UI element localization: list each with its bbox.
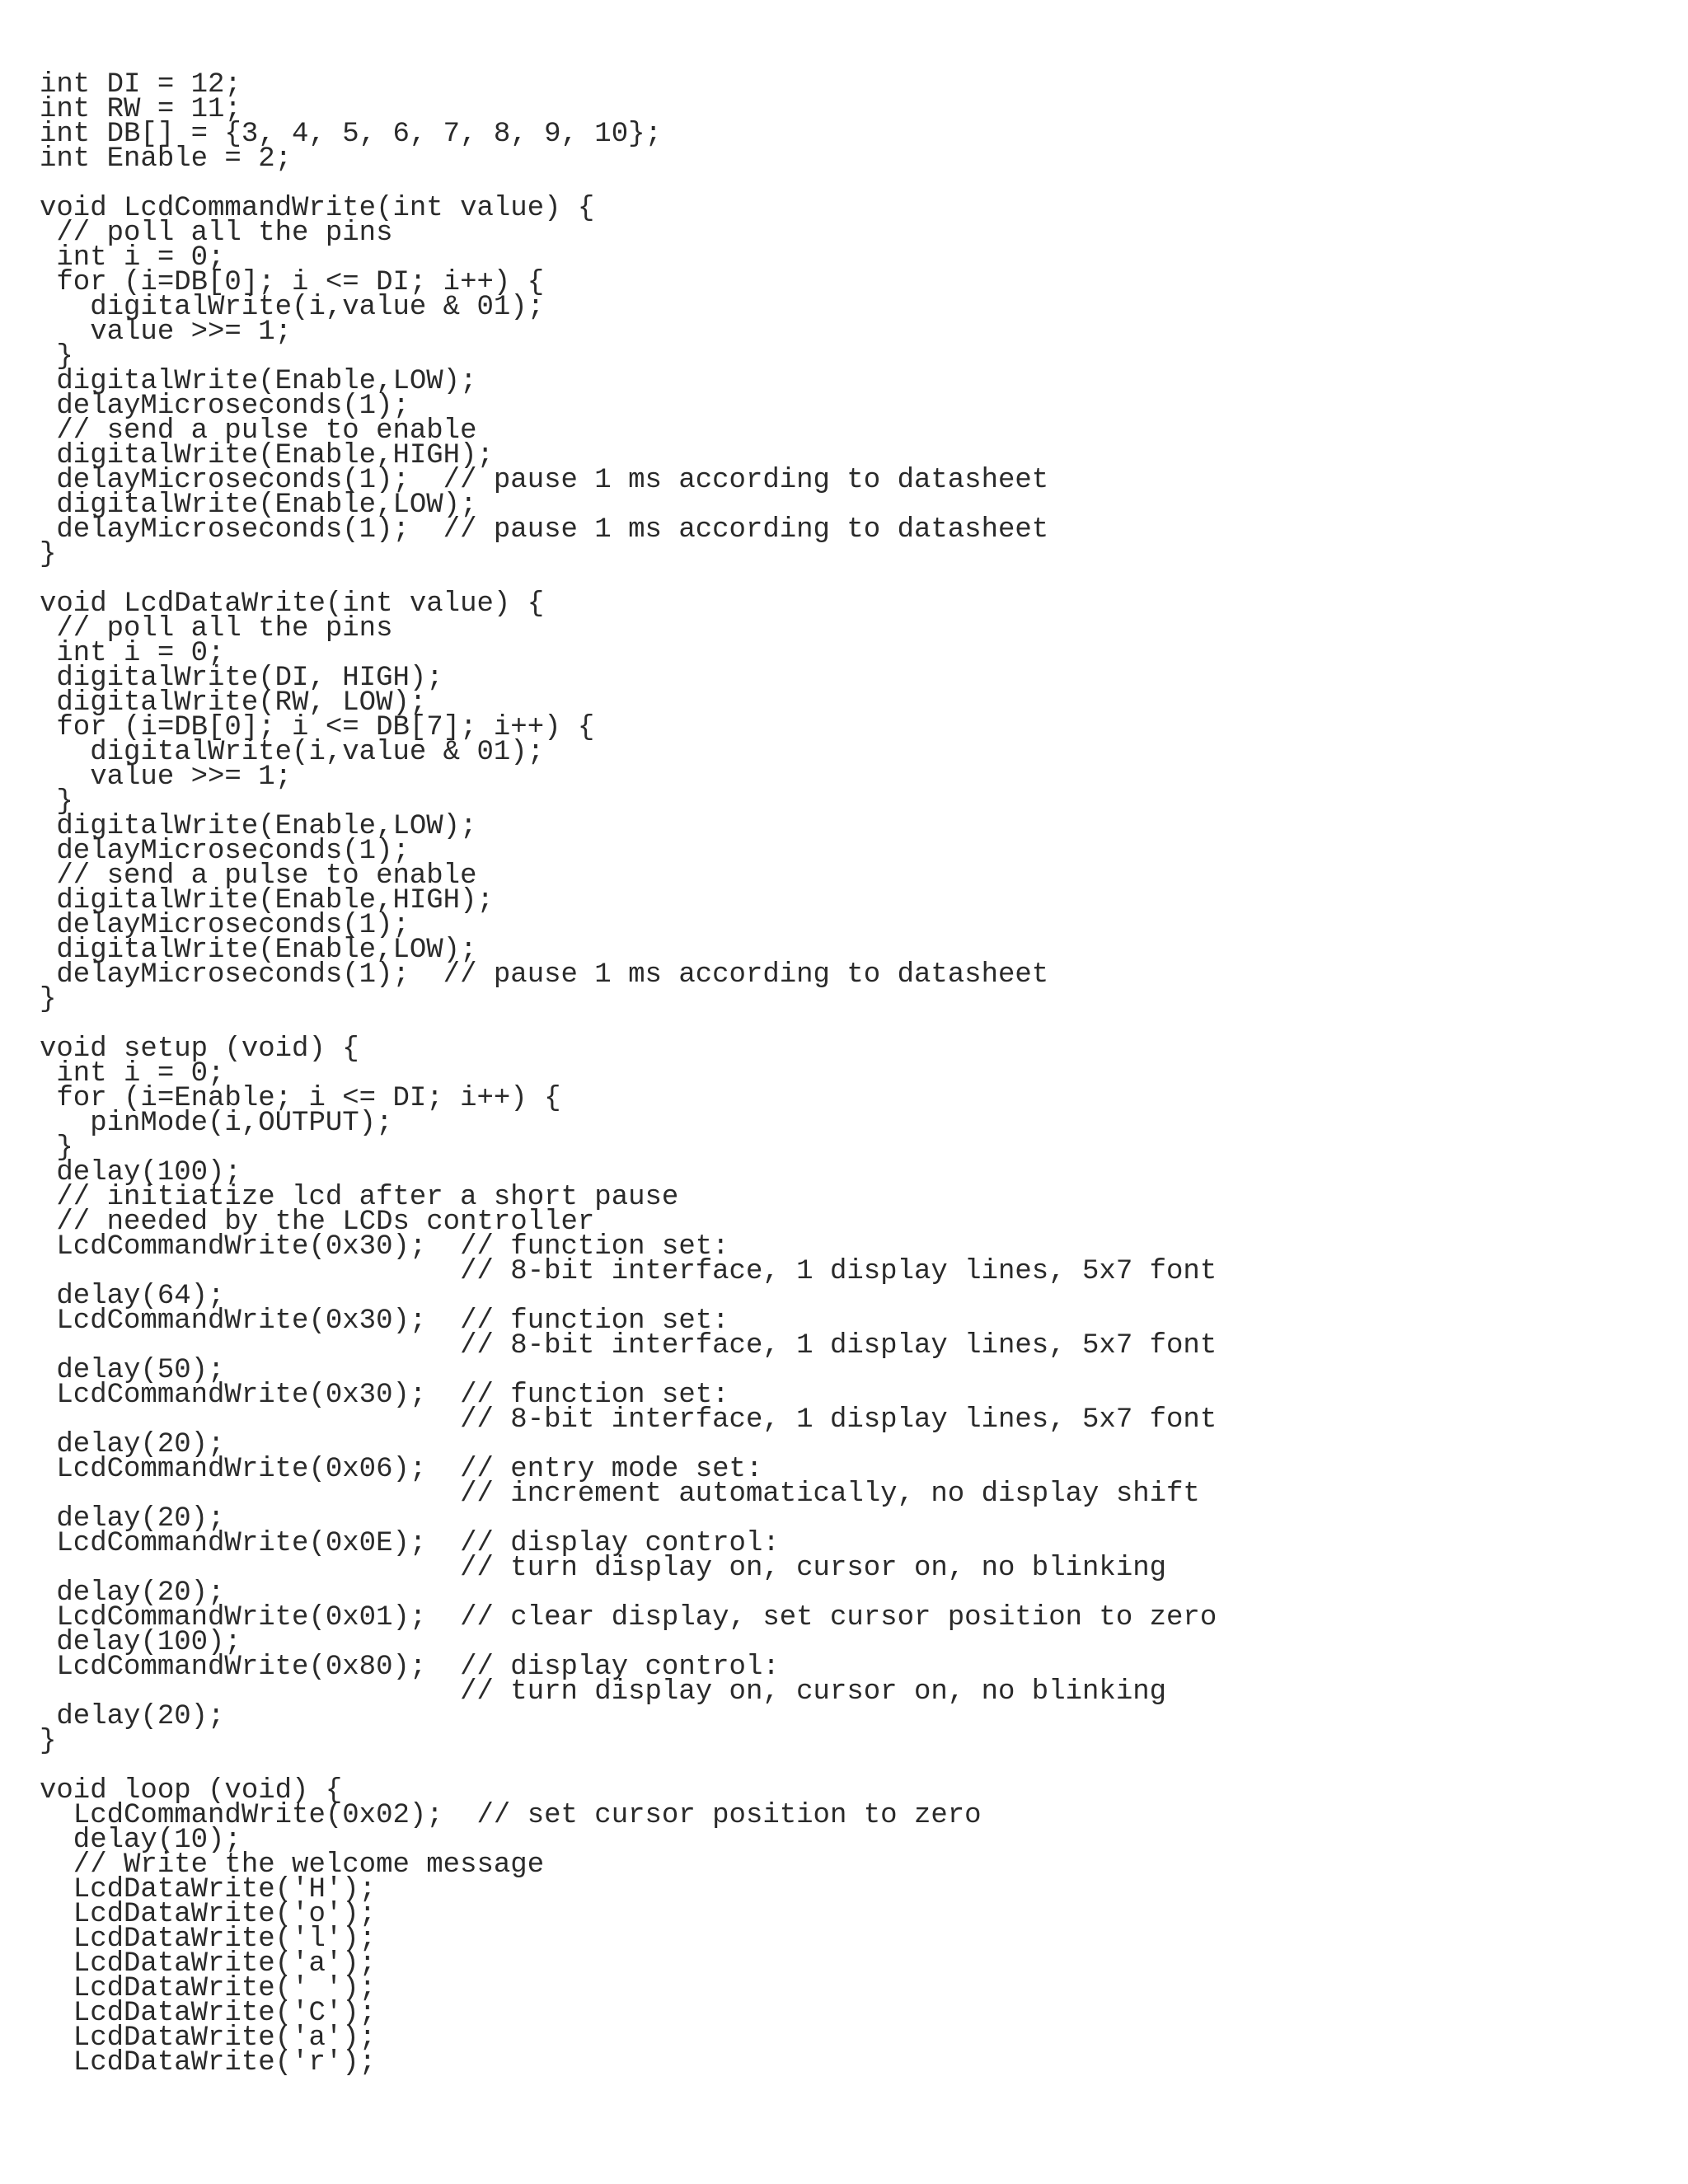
code-line: // poll all the pins	[40, 218, 393, 249]
code-line: // 8-bit interface, 1 display lines, 5x7 font	[40, 1330, 1217, 1361]
code-line: }	[40, 341, 73, 373]
code-line: void loop (void) {	[40, 1775, 343, 1807]
code-line: digitalWrite(Enable,HIGH);	[40, 440, 494, 471]
code-line: digitalWrite(i,value & 01);	[40, 292, 545, 323]
code-line: LcdCommandWrite(0x01); // clear display, set cursor position to zero	[40, 1602, 1217, 1633]
code-line: digitalWrite(Enable,LOW);	[40, 811, 477, 842]
code-line: // turn display on, cursor on, no blinking	[40, 1553, 1167, 1584]
code-line: LcdDataWrite('o');	[40, 1899, 377, 1930]
code-line: }	[40, 539, 57, 570]
code-line: // needed by the LCDs controller	[40, 1207, 595, 1238]
code-line: // turn display on, cursor on, no blinking	[40, 1676, 1167, 1708]
code-line: delay(10);	[40, 1825, 241, 1856]
code-line: delay(100);	[40, 1157, 241, 1188]
code-line: LcdCommandWrite(0x06); // entry mode set:	[40, 1454, 763, 1485]
code-line: delay(20);	[40, 1503, 225, 1535]
code-line: int DB[] = {3, 4, 5, 6, 7, 8, 9, 10};	[40, 119, 662, 150]
code-line: LcdCommandWrite(0x30); // function set:	[40, 1231, 729, 1263]
code-line: int i = 0;	[40, 638, 225, 669]
code-line: LcdCommandWrite(0x02); // set cursor position to zero	[40, 1800, 982, 1831]
code-line: value >>= 1;	[40, 762, 293, 793]
code-line: digitalWrite(Enable,LOW);	[40, 366, 477, 397]
code-line: delayMicroseconds(1);	[40, 910, 410, 941]
code-line: delay(100);	[40, 1627, 241, 1658]
code-line: LcdDataWrite('H');	[40, 1874, 377, 1905]
code-line: LcdDataWrite('C');	[40, 1998, 377, 2029]
code-line: delay(20);	[40, 1429, 225, 1460]
code-line: int i = 0;	[40, 242, 225, 274]
code-line: LcdDataWrite(' ');	[40, 1973, 377, 2004]
code-line: // 8-bit interface, 1 display lines, 5x7 font	[40, 1404, 1217, 1436]
code-line: for (i=Enable; i <= DI; i++) {	[40, 1083, 561, 1114]
code-line: digitalWrite(Enable,HIGH);	[40, 885, 494, 916]
code-line: delay(64);	[40, 1281, 225, 1312]
code-line: digitalWrite(i,value & 01);	[40, 737, 545, 768]
code-line: LcdDataWrite('l');	[40, 1924, 377, 1955]
code-line: delay(20);	[40, 1577, 225, 1609]
code-line: delayMicroseconds(1); // pause 1 ms according to datasheet	[40, 514, 1049, 546]
code-line: // send a pulse to enable	[40, 860, 477, 892]
code-line: LcdCommandWrite(0x30); // function set:	[40, 1380, 729, 1411]
code-line: digitalWrite(DI, HIGH);	[40, 663, 443, 694]
code-line: value >>= 1;	[40, 316, 293, 348]
code-line: digitalWrite(Enable,LOW);	[40, 490, 477, 521]
code-line: }	[40, 984, 57, 1015]
code-line: // send a pulse to enable	[40, 415, 477, 447]
code-line: }	[40, 1132, 73, 1164]
code-line: // initiatize lcd after a short pause	[40, 1182, 679, 1213]
code-line: delay(50);	[40, 1355, 225, 1386]
code-line: LcdCommandWrite(0x30); // function set:	[40, 1305, 729, 1337]
code-line: // 8-bit interface, 1 display lines, 5x7 font	[40, 1256, 1217, 1287]
code-line: LcdDataWrite('a');	[40, 1948, 377, 1980]
code-line: }	[40, 1726, 57, 1757]
code-line: delay(20);	[40, 1701, 225, 1732]
code-line: int DI = 12;	[40, 69, 241, 101]
code-line: void LcdDataWrite(int value) {	[40, 588, 545, 620]
code-line: // Write the welcome message	[40, 1849, 545, 1881]
code-line: LcdCommandWrite(0x0E); // display control:	[40, 1528, 780, 1559]
code-line: int Enable = 2;	[40, 143, 293, 175]
code-line: }	[40, 786, 73, 818]
code-line: // poll all the pins	[40, 613, 393, 644]
code-line: for (i=DB[0]; i <= DB[7]; i++) {	[40, 712, 595, 743]
code-line: delayMicroseconds(1); // pause 1 ms according to datasheet	[40, 959, 1049, 991]
code-line: void LcdCommandWrite(int value) {	[40, 193, 595, 224]
code-line: for (i=DB[0]; i <= DI; i++) {	[40, 267, 545, 298]
code-line: void setup (void) {	[40, 1033, 359, 1065]
code-line: int RW = 11;	[40, 94, 241, 125]
code-line: delayMicroseconds(1);	[40, 836, 410, 867]
code-line: int i = 0;	[40, 1058, 225, 1090]
code-line: delayMicroseconds(1);	[40, 391, 410, 422]
code-line: delayMicroseconds(1); // pause 1 ms according to datasheet	[40, 465, 1049, 496]
code-line: digitalWrite(RW, LOW);	[40, 687, 427, 719]
code-line: LcdDataWrite('a');	[40, 2022, 377, 2054]
code-listing	[40, 69, 1655, 2079]
code-line: pinMode(i,OUTPUT);	[40, 1108, 393, 1139]
code-line: // increment automatically, no display shift	[40, 1479, 1200, 1510]
code-line: LcdCommandWrite(0x80); // display control:	[40, 1652, 780, 1683]
code-line: digitalWrite(Enable,LOW);	[40, 935, 477, 966]
code-line: LcdDataWrite('r');	[40, 2047, 377, 2079]
